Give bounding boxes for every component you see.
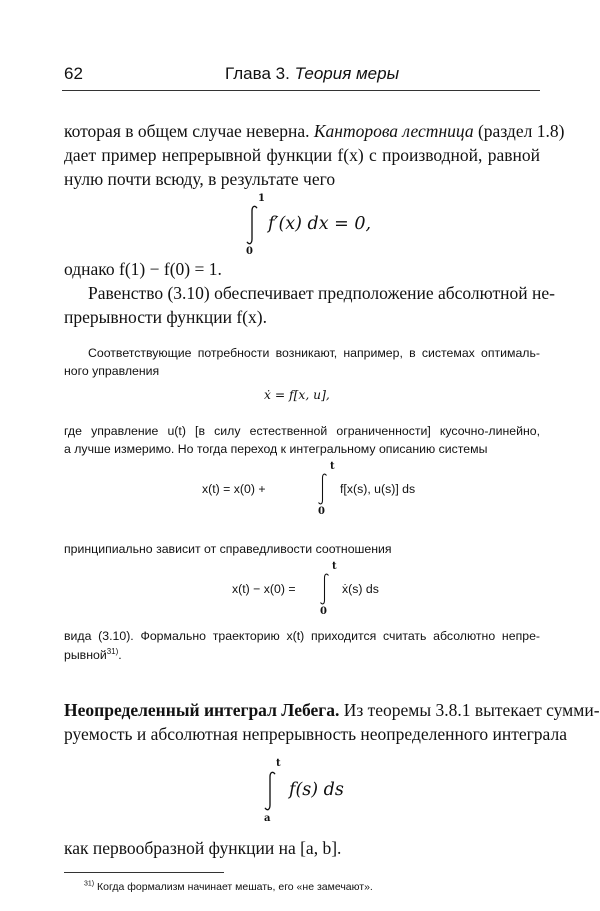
integral-upper-limit: 1 bbox=[258, 193, 265, 204]
integral-lower-limit: a bbox=[264, 813, 271, 824]
equation: f(s) ds bbox=[289, 780, 344, 800]
page-number: 62 bbox=[64, 64, 83, 83]
remark-line: вида (3.10). Формально траекторию x(t) приходится считать абсолютно непре- bbox=[64, 629, 540, 643]
remark-line: принципиально зависит от справедливости соотношения bbox=[64, 542, 392, 556]
integral-sign bbox=[316, 473, 329, 505]
remark-line: где управление u(t) [в силу естественной ограниченности] кусочно-линейно, bbox=[64, 424, 540, 438]
equation: x(t) = x(0) + bbox=[202, 482, 266, 496]
equation: ẋ(s) ds bbox=[342, 582, 379, 596]
equation: x(t) − x(0) = bbox=[232, 582, 296, 596]
section-title: Неопределенный интеграл Лебега. bbox=[64, 700, 340, 720]
integral-sign bbox=[244, 205, 260, 245]
paragraph-line: которая в общем случае неверна. Канторова лестница (раздел 1.8) bbox=[64, 121, 565, 141]
section-line: руемость и абсолютная непрерывность неопределенного интеграла bbox=[64, 724, 567, 744]
paragraph-line: нулю почти всюду, в результате чего bbox=[64, 169, 336, 189]
integral-upper-limit: t bbox=[276, 758, 281, 769]
running-header bbox=[225, 64, 399, 84]
paragraph-line: однако f(1) − f(0) = 1. bbox=[64, 259, 222, 279]
chapter-title: Теория меры bbox=[294, 64, 400, 83]
footnote: $^{31)}$ Когда формализм начинает мешать, его «не замечают». bbox=[84, 880, 373, 893]
paragraph-line: как первообразной функции на [a, b]. bbox=[64, 838, 342, 858]
remark-line: а лучше измеримо. Но тогда переход к интегральному описанию системы bbox=[64, 442, 488, 456]
integral-sign bbox=[318, 573, 331, 605]
remark-line: рывной$^{31)}$. bbox=[64, 646, 122, 662]
integral-upper-limit: t bbox=[330, 461, 335, 472]
paragraph-line: Равенство (3.10) обеспечивает предположение абсолютной не- bbox=[88, 283, 555, 303]
chapter-label: Глава 3. bbox=[225, 64, 290, 83]
footnote-rule bbox=[64, 872, 224, 873]
section-line: Неопределенный интеграл Лебега. Из теоремы 3.8.1 вытекает сумми- bbox=[64, 700, 600, 720]
integral-sign bbox=[262, 771, 278, 811]
header-rule bbox=[62, 90, 540, 91]
remark-line: Соответствующие потребности возникают, например, в системах оптималь- bbox=[88, 346, 540, 360]
paragraph-line: прерывности функции f(x). bbox=[64, 307, 267, 327]
integral-upper-limit: t bbox=[332, 561, 337, 572]
integral-lower-limit: 0 bbox=[320, 606, 327, 617]
equation: ẋ = f[x, u], bbox=[264, 388, 330, 402]
remark-line: ного управления bbox=[64, 364, 160, 378]
equation: f[x(s), u(s)] ds bbox=[340, 482, 416, 496]
integral-lower-limit: 0 bbox=[246, 246, 253, 257]
paragraph-line: дает пример непрерывной функции f(x) с производной, равной bbox=[64, 145, 540, 165]
footnote-reference[interactable]: 31) bbox=[106, 646, 119, 656]
integral-lower-limit: 0 bbox=[318, 506, 325, 517]
equation: f′(x) dx = 0, bbox=[268, 214, 372, 234]
